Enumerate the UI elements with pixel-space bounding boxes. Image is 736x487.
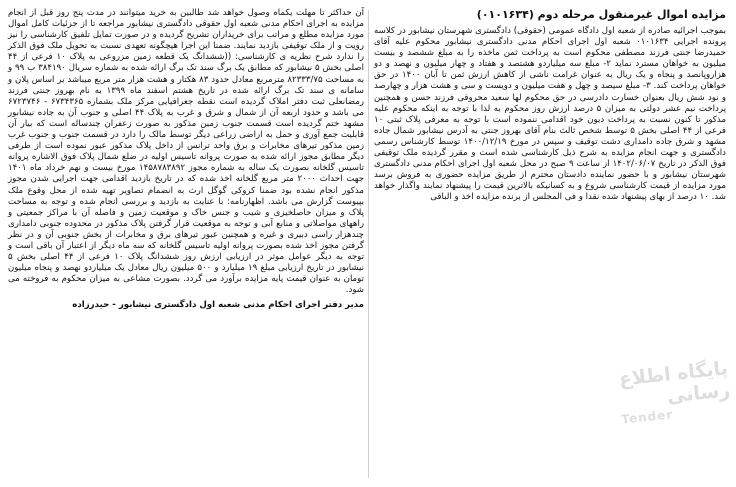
signature-name: - حیدرزاده [72, 300, 116, 311]
notice-body-right: بموجب اجرائیه صادره از شعبه اول دادگاه عمومی (حقوقی) دادگستری شهرستان نیشابور در کلاسه پرونده اجرایی ۰۱۰۱۶۳۴ شعبه اول اجرای احکام مدنی دادگستری نیشابور محکوم علیه آقای حمیدرضا جنتی فرزند مصطفی محکوم است به پرداخت ثمن ماخذه را به مبلغ ششصد و بیست میلیون به خواهان مسترد نماید ۲- مبلغ سه میلیاردو هشتصد و هفتاد و چهار میلیون و نهصد و دو هزاروپانصد و پنجاه و یک ریال به عنوان غرامت ناشی از کاهش ارزش ثمن تا آبان ۱۴۰۰ در حق خواهان پرداخت کند. ۳- مبلغ سیصد و چهل و هفت میلیون و دویست و سی و هشت هزار و چهارصد و نود شش ریال بعنوان خسارت دادرسی در حق محکوم لها سعید محروقی فرزند حسن و همچنین پرداخت نیم عشر دولتی به میزان ۵ درصد ارزش روز محکوم به لذا با توجه به اینکه محکوم علیه مذکور تا کنون نسبت به پرداخت دیون خود اقدامی ننموده است با توجه به معرفی پلاک ثبتی ۱۰ فرعی از ۴۴ اصلی بخش ۵ توسط شخص ثالث بنام آقای بهروز جنتی به آدرس نیشابور شمال جاده مشهد و شرق جاده دامداری دشت توقیف و سپس در مورخ ۱۴۰۰/۱۲/۱۹ توسط کارشناس رسمی دادگستری و جهت انجام مزایده به شرح ذیل کارشناسی شده است و مقرر گردیده ملک توقیفی فوق الذکر در تاریخ ۱۴۰۲/۰۶/۰۷ از ساعت ۹ صبح در محل شعبه اول اجرای احکام مدنی دادگستری شهرستان نیشابور و با حضور نماینده دادستان محترم از طریق مزایده حضوری به فروش برسد مورد مزایده از قیمت کارشناسی شروع و به کسانیکه بالاترین قیمت را پیشنهاد نمایند واگذار خواهد شد. ۱۰ درصد از بهای پیشنهاد شده نقدا و فی المجلس از برنده مزایده اخذ و الباقی [374, 26, 727, 203]
column-divider [368, 10, 369, 478]
left-column [8, 8, 364, 312]
notice-body-left: آن حداکثر تا مهلت یکماه وصول خواهد شد طالبین به خرید میتوانند در مدت پنج روز قبل از انجام مزایده به اجرای احکام مدنی شعبه اول حقوقی دادگستری نیشابور مراجعه تا از جزئیات کامل اموال مورد مزایده مطلع و مراتب برای خریداران تشریح گردیده و در صورت تمایل تلفیق کارشناسی را نیز رویت و از ملک توقیفی بازدید نمایند. ضمنا این اجرا هیچگونه تعهدی نسبت به تحویل ملک فوق الذکر را ندارد شرح نظریه ی کارشناسی: ((ششدانگ یک قطعه زمین مزروعی به پلاک ۱۰ فرعی از ۴۴ اصلی بخش ۵ نیشابور که مطابق یک برگ سند تک برگ ارائه شده به شماره سریال ۳۸۴۱۹۰ ب ۹۹ و به مساحت ۸۲۳۳۳/۷۵ مترمربع معادل حدود ۸۳ هکتار و هشت هزار متر مربع میباشد بر اساس پلان و سامانه ی سند تک برگ ارائه شده در تاریخ هشتم اسفند ماه ۱۳۹۹ به نام بهروز جنتی فرزند رمضانعلی ثبت دفتر املاک گردیده است نقطه جغرافیایی مرکز ملک بشماره ۶۷۳۴۳۶۵ - ۶۷۲۳۷۴۶ می باشد و حدود اربعه آن از شمال و شرق و غرب به پلاک ۴۴ اصلی و جنوب آن به جاده نیشابور مشهد ختم گردیده است قسمت جنوب زمین مذکور به صورت زعفران چندساله است که بیار آن قابلیت جمع آوری و حمل به اراضی زراعی دیگر توسط مالک را دارد در قسمت جنوب و جنوب غرب زمین مذکور تیرهای مخابرات و برق واحد ترانس از داخل پلاک مذکور عبور نموده است از طرفی دیگر مطابق مجوز ارائه شده به صورت پروانه تاسیس اولیه در ضلع شمال پلاک فوق الاشاره پروانه تاسیس گلخانه بصورت یک ساله به شماره مجوز ۱۴۵۸۷۸۳۸۹۲ مورخ بیست و نهم خرداد ماه ۱۴۰۱ جهت احداث ۲۰۰۰ متر مربع گلخانه اخذ شده که در تاریخ بازدید اقدامی جهت اجرایی شدن مجوز مذکور انجام نشده بود ضمنا کروکی گوگل ارث به انضمام تصاویر تهیه شده از محل وقوع ملک بپیوست گزارش می باشد. اظهارنامه: با عنایت به بازدید و بررسی انجام شده و توجه به مساحت پلاک و میزان حاصلخیزی و شیب و جنس خاک و موقعیت زمین و فاصله آن با مراکز جمعیتی و راههای مواصلاتی و منابع آبی و توجه به موقعیت قرار گرفتن پلاک مذکور در محدوده جنوبی دامداری چندهزار راسی دبیری و غیره و همچنین عبور تیرهای برق و مخابرات از بخش جنوبی آن و در نظر گرفتن مجوز اخذ شده بصورت پروانه اولیه تاسیس گلخانه که سه ماه دیگر از اعتبار آن باقی است و توجه به دیگر عوامل موثر در ارزیابی ارزش روز ششدانگ پلاک ۱۰ فرعی از ۴۴ اصلی بخش ۵ نیشابور در تاریخ ارزیابی مبلغ ۱۹ میلیارد و ۵۰۰ میلیون ریال معادل یک میلیاردو نهصد و پنجاه میلیون تومان به عنوان قیمت پایه مزایده برآورد می گردد. بصورت مشاعی به میزان محکوم به فروخته می شود. [8, 8, 365, 296]
signature-block [8, 300, 364, 311]
watermark-sub: Tender [620, 407, 674, 427]
notice-title: مزایده اموال غیرمنقول مرحله دوم (۰۱۰۱۶۳۴) [476, 8, 726, 21]
watermark-logo [555, 331, 736, 458]
signature-title: مدیر دفتر اجرای احکام مدنی شعبه اول دادگستری نیشابور [118, 300, 364, 311]
right-column [374, 8, 726, 204]
watermark-text: پایگاه اطلاع رسانی [617, 357, 732, 408]
